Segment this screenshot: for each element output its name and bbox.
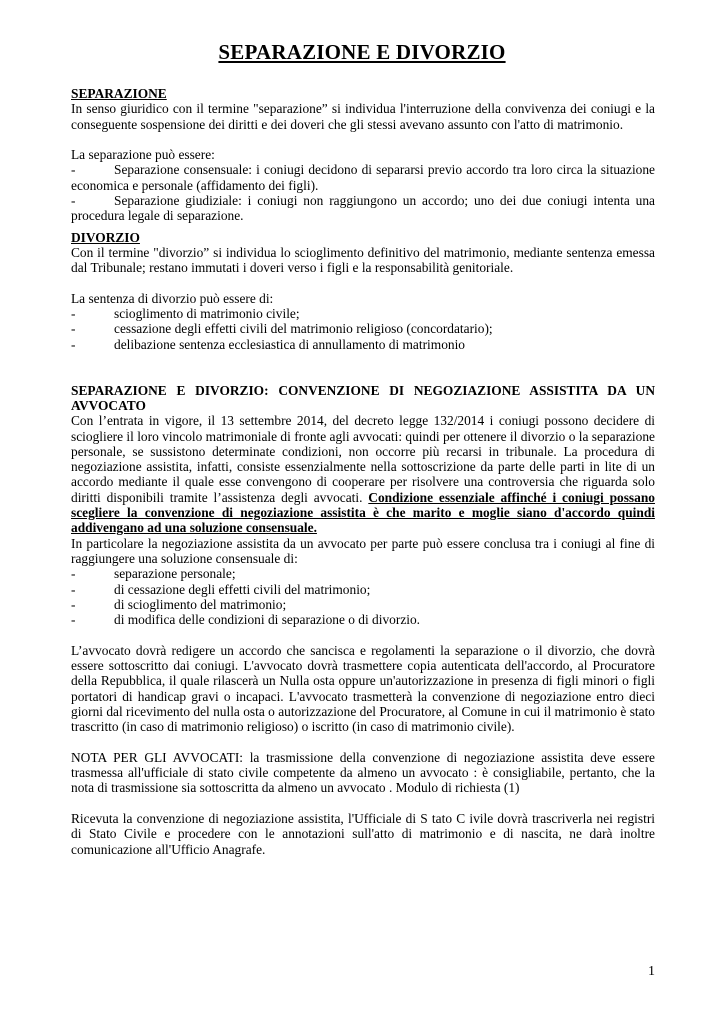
section-heading-negoziazione: SEPARAZIONE E DIVORZIO: CONVENZIONE DI NEGOZIAZIONE ASSISTITA DA UN AVVOCATO bbox=[71, 382, 655, 413]
divorzio-types-list bbox=[71, 306, 655, 352]
list-item: - cessazione degli effetti civili del matrimonio religioso (concordatario); bbox=[71, 321, 493, 337]
document-body bbox=[71, 86, 655, 857]
negoziazione-para-3: L’avvocato dovrà redigere un accordo che sancisca e regolamenti la separazione o il divorzio, che dovrà essere sottoscritto dai coniugi. L'avvocato dovrà trasmettere copia autenticata dell'accordo, al Procuratore della Repubblica, il quale rilascerà un Nulla osta oppure un'autorizzazione in presenza di figli minori o figli portatori di handicap gravi o incapaci. L'avvocato trasmetterà la convenzione di negoziazione entro dieci giorni dal ricevimento del nulla osta o autorizzazione del Procuratore, al Comune in cui il matrimonio è stato trascritto (in caso di matrimonio religioso) o iscritto (in caso di matrimonio civile). bbox=[71, 642, 655, 735]
negoziazione-para-5: Ricevuta la convenzione di negoziazione assistita, l'Ufficiale di S tato C ivile dovrà trascriverla nei registri di Stato Civile e procedere con le annotazioni sull'atto di matrimonio e di nascita, ne darà inoltre comunicazione all'Ufficio Anagrafe. bbox=[71, 810, 655, 857]
page-number: 1 bbox=[648, 964, 655, 979]
divorzio-types-intro: La sentenza di divorzio può essere di: bbox=[71, 290, 274, 306]
negoziazione-options-list bbox=[71, 566, 655, 627]
list-item: - scioglimento di matrimonio civile; bbox=[71, 306, 300, 322]
separazione-types-intro: La separazione può essere: bbox=[71, 147, 215, 163]
separazione-types-list bbox=[71, 162, 655, 223]
list-item: - di scioglimento del matrimonio; bbox=[71, 596, 287, 612]
separazione-intro: In senso giuridico con il termine "separazione” si individua l'interruzione della convivenza dei coniugi e la conseguente sospensione dei diritti e dei doveri che gli stessi avevano assunto con l'atto di matrimonio. bbox=[71, 101, 655, 132]
list-item: - di cessazione degli effetti civili del matrimonio; bbox=[71, 581, 371, 597]
list-item: - delibazione sentenza ecclesiastica di annullamento di matrimonio bbox=[71, 336, 466, 352]
divorzio-intro: Con il termine "divorzio” si individua lo scioglimento definitivo del matrimonio, mediante sentenza emessa dal Tribunale; restano immutati i doveri verso i figli e la responsabilità genitoriale. bbox=[71, 244, 655, 276]
list-item: - Separazione consensuale: i coniugi decidono di separarsi previo accordo tra loro circa la situazione economica e personale (affidamento dei figli). bbox=[71, 162, 655, 193]
list-item: - separazione personale; bbox=[71, 566, 236, 582]
negoziazione-para-1: Con l’entrata in vigore, il 13 settembre 2014, del decreto legge 132/2014 i coniugi possono decidere di sciogliere il loro vincolo matrimoniale di fronte agli avvocati: quindi per ottenere il divorzio o la separazione personale, se sussistono determinate condizioni, non occorre più recarsi in tribunale. La procedura di negoziazione assistita, infatti, consiste essenzialmente nella sottoscrizione da parte delle parti in lite di un accordo mediante il quale esse convengono di cooperare per risolvere una controversia che riguarda solo diritti disponibili tramite l’assistenza degli avvocati. Condizione essenziale affinché i coniugi possano scegliere la convenzione di negoziazione assistita è che marito e moglie siano d'accordo quindi addivengano ad una soluzione consensuale. bbox=[71, 413, 655, 536]
list-item: - di modifica delle condizioni di separazione o di divorzio. bbox=[71, 612, 421, 628]
condizione-essenziale: Condizione essenziale affinché i coniugi possano scegliere la convenzione di negoziazione assistita è che marito e moglie siano d'accordo quindi addivengano ad una soluzione consensuale. bbox=[71, 489, 655, 536]
section-heading-separazione: SEPARAZIONE bbox=[71, 86, 167, 101]
negoziazione-para-2: In particolare la negoziazione assistita da un avvocato per parte può essere conclusa tra i coniugi al fine di raggiungere una soluzione consensuale di: bbox=[71, 535, 655, 566]
nota-avvocati: NOTA PER GLI AVVOCATI: la trasmissione della convenzione di negoziazione assistita deve essere trasmessa all'ufficiale di stato civile competente da almeno un avvocato : è consigliabile, pertanto, che la nota di trasmissione sia sottoscritta da almeno un avvocato . Modulo di richiesta (1) bbox=[71, 749, 655, 796]
list-item: - Separazione giudiziale: i coniugi non raggiungono un accordo; uno dei due coniugi intenta una procedura legale di separazione. bbox=[71, 193, 655, 224]
document-title: SEPARAZIONE E DIVORZIO bbox=[218, 40, 506, 64]
section-heading-divorzio: DIVORZIO bbox=[71, 229, 140, 245]
